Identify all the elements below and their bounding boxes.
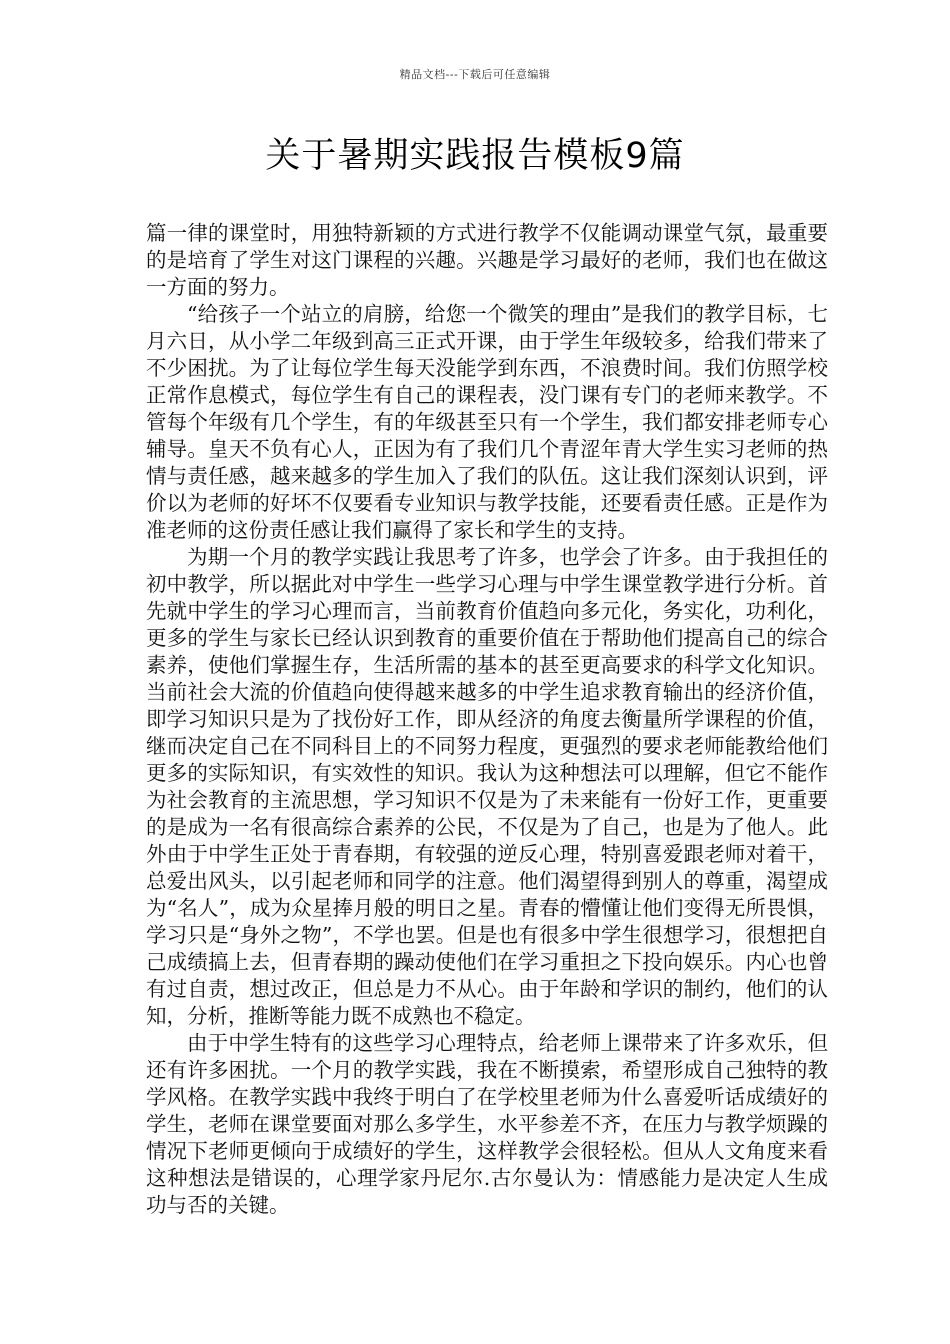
- paragraph: 篇一律的课堂时，用独特新颖的方式进行教学不仅能调动课堂气氛，最重要的是培育了学生对这门课程的兴趣。兴趣是学习最好的老师，我们也在做这一方面的努力。: [146, 221, 828, 299]
- document-title: 关于暑期实践报告模板9篇: [265, 136, 685, 176]
- header-note: 精品文档---下载后可任意编辑: [399, 68, 551, 81]
- paragraph: 为期一个月的教学实践让我思考了许多，也学会了许多。由于我担任的初中教学，所以据此对中学生一些学习心理与中学生课堂教学进行分析。首先就中学生的学习心理而言，当前教育价值趋向多元化，务实化，功利化，更多的学生与家长已经认识到教育的重要价值在于帮助他们提高自己的综合素养，使他们掌握生存，生活所需的基本的甚至更高要求的科学文化知识。当前社会大流的价值趋向使得越来越多的中学生追求教育输出的经济价值，即学习知识只是为了找份好工作，即从经济的角度去衡量所学课程的价值，继而决定自己在不同科目上的不同努力程度，更强烈的要求老师能教给他们更多的实际知识，有实效性的知识。我认为这种想法可以理解，但它不能作为社会教育的主流思想，学习知识不仅是为了未来能有一份好工作，更重要的是成为一名有很高综合素养的公民，不仅是为了自己，也是为了他人。此外由于中学生正处于青春期，有较强的逆反心理，特别喜爱跟老师对着干，总爱出风头，以引起老师和同学的注意。他们渴望得到别人的尊重，渴望成为“名人”，成为众星捧月般的明日之星。青春的懵懂让他们变得无所畏惧，学习只是“身外之物”，不学也罢。但是也有很多中学生很想学习，很想把自己成绩搞上去，但青春期的躁动使他们在学习重担之下投向娱乐。内心也曾有过自责，想过改正，但总是力不从心。由于年龄和学识的制约，他们的认知，分析，推断等能力既不成熟也不稳定。: [146, 545, 828, 1028]
- paragraph: 由于中学生特有的这些学习心理特点，给老师上课带来了许多欢乐，但还有许多困扰。一个月的教学实践，我在不断摸索，希望形成自己独特的教学风格。在教学实践中我终于明白了在学校里老师为什么喜爱听话成绩好的学生，老师在课堂要面对那么多学生，水平参差不齐，在压力与教学烦躁的情况下老师更倾向于成绩好的学生，这样教学会很轻松。但从人文角度来看这种想法是错误的，心理学家丹尼尔.古尔曼认为：情感能力是决定人生成功与否的关键。: [146, 1031, 828, 1217]
- document-body: [146, 220, 828, 1219]
- paragraph: “给孩子一个站立的肩膀，给您一个微笑的理由”是我们的教学目标，七月六日，从小学二年级到高三正式开课，由于学生年级较多，给我们带来了不少困扰。为了让每位学生每天没能学到东西，不浪费时间。我们仿照学校正常作息模式，每位学生有自己的课程表，没门课有专门的老师来教学。不管每个年级有几个学生，有的年级甚至只有一个学生，我们都安排老师专心辅导。皇天不负有心人，正因为有了我们几个青涩年青大学生实习老师的热情与责任感，越来越多的学生加入了我们的队伍。这让我们深刻认识到，评价以为老师的好坏不仅要看专业知识与教学技能，还要看责任感。正是作为准老师的这份责任感让我们赢得了家长和学生的支持。: [146, 302, 828, 542]
